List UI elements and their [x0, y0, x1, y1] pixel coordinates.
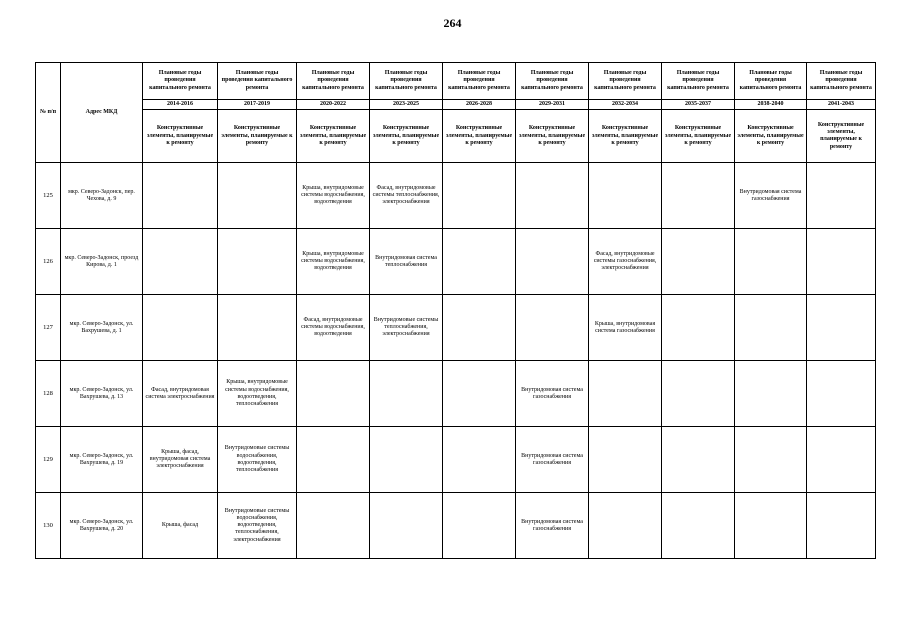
- repair-elements-cell: Крыша, внутридомовые системы водоснабжения, водоотведения: [297, 229, 370, 295]
- repair-elements-cell: [807, 493, 876, 559]
- elements-header: Конструктивные элементы, планируемые к ремонту: [735, 110, 807, 163]
- header-row-elements: [36, 110, 876, 163]
- repair-elements-cell: Крыша, внутридомовые системы водоснабжения, водоотведения, теплоснабжения: [218, 361, 297, 427]
- repair-elements-cell: [735, 493, 807, 559]
- repair-elements-cell: [443, 493, 516, 559]
- plan-years-header: Плановые годы проведения капитального ремонта: [218, 63, 297, 100]
- repair-elements-cell: [735, 295, 807, 361]
- repair-elements-cell: [662, 427, 735, 493]
- repair-elements-cell: [589, 493, 662, 559]
- repair-elements-cell: [807, 295, 876, 361]
- repair-elements-cell: [807, 361, 876, 427]
- repair-elements-cell: [443, 163, 516, 229]
- plan-years-header: Плановые годы проведения капитального ремонта: [143, 63, 218, 100]
- repair-elements-cell: [370, 493, 443, 559]
- repair-elements-cell: Внутридомовая система газоснабжения: [735, 163, 807, 229]
- repair-elements-cell: [218, 229, 297, 295]
- repair-elements-cell: [297, 493, 370, 559]
- repair-elements-cell: Крыша, фасад, внутридомовая система электроснабжения: [143, 427, 218, 493]
- repair-elements-cell: [807, 229, 876, 295]
- table-row: [36, 361, 876, 427]
- repair-elements-cell: [370, 427, 443, 493]
- repair-elements-cell: [662, 493, 735, 559]
- elements-header: Конструктивные элементы, планируемые к ремонту: [218, 110, 297, 163]
- row-address: мкр. Северо-Задонск, ул. Вахрушева, д. 20: [61, 493, 143, 559]
- repair-elements-cell: [443, 295, 516, 361]
- repair-elements-cell: [807, 427, 876, 493]
- num-column-header: № п/п: [36, 63, 61, 163]
- row-number: 129: [36, 427, 61, 493]
- repair-elements-cell: Крыша, внутридомовая система газоснабжения: [589, 295, 662, 361]
- row-address: мкр. Северо-Задонск, проезд Кирова, д. 1: [61, 229, 143, 295]
- row-address: мкр. Северо-Задонск, ул. Вахрушева, д. 19: [61, 427, 143, 493]
- repair-elements-cell: [516, 295, 589, 361]
- elements-header: Конструктивные элементы, планируемые к ремонту: [516, 110, 589, 163]
- repair-elements-cell: [516, 229, 589, 295]
- repair-elements-cell: Внутридомовые системы водоснабжения, водоотведения, теплоснабжения: [218, 427, 297, 493]
- repair-elements-cell: [662, 295, 735, 361]
- repair-elements-cell: Фасад, внутридомовые системы водоснабжения, водоотведения: [297, 295, 370, 361]
- plan-years-header: Плановые годы проведения капитального ремонта: [662, 63, 735, 100]
- plan-years-header: Плановые годы проведения капитального ремонта: [735, 63, 807, 100]
- table-row: [36, 427, 876, 493]
- elements-header: Конструктивные элементы, планируемые к ремонту: [370, 110, 443, 163]
- repair-elements-cell: [662, 229, 735, 295]
- repair-elements-cell: Крыша, внутридомовые системы водоснабжения, водоотведения: [297, 163, 370, 229]
- repair-elements-cell: [589, 427, 662, 493]
- repair-elements-cell: [218, 295, 297, 361]
- row-number: 125: [36, 163, 61, 229]
- capital-repair-plan-table: [35, 62, 876, 559]
- plan-years-header: Плановые годы проведения капитального ремонта: [807, 63, 876, 100]
- repair-elements-cell: [735, 427, 807, 493]
- plan-years-header: Плановые годы проведения капитального ремонта: [516, 63, 589, 100]
- repair-elements-cell: [143, 229, 218, 295]
- table-row: [36, 493, 876, 559]
- header-row-periods: [36, 100, 876, 110]
- repair-elements-cell: [218, 163, 297, 229]
- table-row: [36, 229, 876, 295]
- row-address: мкр. Северо-Задонск, пер. Чехова, д. 9: [61, 163, 143, 229]
- repair-elements-cell: [443, 229, 516, 295]
- elements-header: Конструктивные элементы, планируемые к ремонту: [297, 110, 370, 163]
- row-number: 126: [36, 229, 61, 295]
- header-row-plan: [36, 63, 876, 100]
- period-header: 2023-2025: [370, 100, 443, 110]
- repair-elements-cell: Фасад, внутридомовая система электроснабжения: [143, 361, 218, 427]
- repair-elements-cell: Фасад, внутридомовые системы газоснабжения, электроснабжения: [589, 229, 662, 295]
- repair-elements-cell: [735, 361, 807, 427]
- plan-years-header: Плановые годы проведения капитального ремонта: [370, 63, 443, 100]
- period-header: 2020-2022: [297, 100, 370, 110]
- period-header: 2029-2031: [516, 100, 589, 110]
- row-number: 128: [36, 361, 61, 427]
- period-header: 2041-2043: [807, 100, 876, 110]
- repair-elements-cell: Внутридомовая система газоснабжения: [516, 427, 589, 493]
- period-header: 2026-2028: [443, 100, 516, 110]
- elements-header: Конструктивные элементы, планируемые к ремонту: [143, 110, 218, 163]
- repair-elements-cell: Внутридомовая система газоснабжения: [516, 361, 589, 427]
- elements-header: Конструктивные элементы, планируемые к ремонту: [589, 110, 662, 163]
- period-header: 2032-2034: [589, 100, 662, 110]
- plan-years-header: Плановые годы проведения капитального ремонта: [443, 63, 516, 100]
- repair-elements-cell: [143, 163, 218, 229]
- table-row: [36, 295, 876, 361]
- repair-elements-cell: [807, 163, 876, 229]
- repair-elements-cell: Внутридомовая система газоснабжения: [516, 493, 589, 559]
- repair-elements-cell: Внутридомовая система теплоснабжения: [370, 229, 443, 295]
- address-column-header: Адрес МКД: [61, 63, 143, 163]
- repair-elements-cell: Крыша, фасад: [143, 493, 218, 559]
- repair-elements-cell: Фасад, внутридомовые системы теплоснабжения, электроснабжения: [370, 163, 443, 229]
- period-header: 2038-2040: [735, 100, 807, 110]
- plan-years-header: Плановые годы проведения капитального ремонта: [589, 63, 662, 100]
- repair-elements-cell: [735, 229, 807, 295]
- repair-elements-cell: [143, 295, 218, 361]
- repair-elements-cell: [589, 361, 662, 427]
- repair-elements-cell: [370, 361, 443, 427]
- row-address: мкр. Северо-Задонск, ул. Вахрушева, д. 1: [61, 295, 143, 361]
- row-number: 130: [36, 493, 61, 559]
- elements-header: Конструктивные элементы, планируемые к ремонту: [662, 110, 735, 163]
- plan-years-header: Плановые годы проведения капитального ремонта: [297, 63, 370, 100]
- repair-elements-cell: Внутридомовые системы водоснабжения, водоотведения, теплоснабжения, электроснабжения: [218, 493, 297, 559]
- repair-elements-cell: [516, 163, 589, 229]
- page-number: 264: [443, 16, 462, 30]
- repair-elements-cell: [662, 163, 735, 229]
- period-header: 2014-2016: [143, 100, 218, 110]
- row-number: 127: [36, 295, 61, 361]
- repair-elements-cell: [589, 163, 662, 229]
- repair-elements-cell: [443, 427, 516, 493]
- repair-elements-cell: [297, 361, 370, 427]
- table-row: [36, 163, 876, 229]
- repair-elements-cell: Внутридомовые системы теплоснабжения, электроснабжения: [370, 295, 443, 361]
- repair-elements-cell: [662, 361, 735, 427]
- period-header: 2035-2037: [662, 100, 735, 110]
- period-header: 2017-2019: [218, 100, 297, 110]
- repair-elements-cell: [297, 427, 370, 493]
- elements-header: Конструктивные элементы, планируемые к ремонту: [807, 110, 876, 163]
- elements-header: Конструктивные элементы, планируемые к ремонту: [443, 110, 516, 163]
- row-address: мкр. Северо-Задонск, ул. Вахрушева, д. 13: [61, 361, 143, 427]
- repair-elements-cell: [443, 361, 516, 427]
